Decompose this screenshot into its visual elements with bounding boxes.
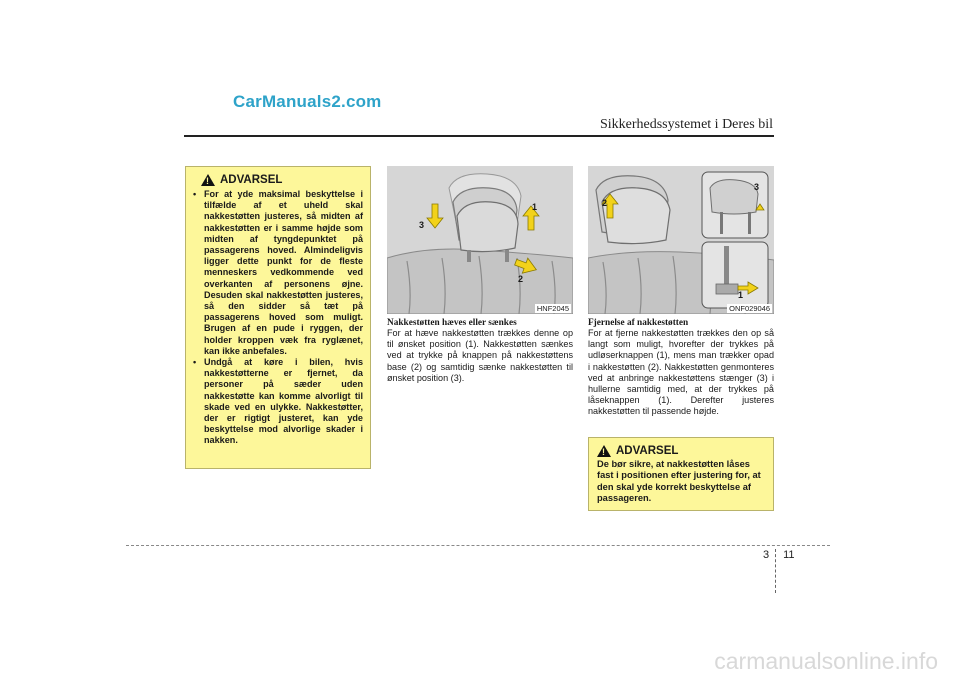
page-number [763,549,795,593]
section-adjust [387,318,573,384]
page-number-value: 11 [783,549,795,561]
warning-heading-text: ADVARSEL [220,174,283,186]
figure-code: HNF2045 [536,304,569,313]
figure-headrest-adjust [387,166,573,314]
footer-divider [126,545,830,546]
callout-1: 1 [532,202,538,212]
warning-box-right [588,437,774,511]
section-body: For at hæve nakkestøtten trækkes denne op til ønsket position (1). Nakkestøtten sænkes ved at trykke på knappen på nakkestøttens base (2) og samtidig sænke nakkestøtten til ønsket position (3). [387,328,573,383]
warning-triangle-icon: ! [597,445,611,457]
warning-text: De bør sikre, at nakkestøtten låses fast i positionen efter justering for, at den skal yde korrekt beskyttelse af passageren. [597,459,761,503]
watermark-bottom: carmanualsonline.info [714,648,938,674]
headrest-removal-illustration [588,166,774,314]
callout-1: 1 [738,290,744,300]
callout-3: 3 [419,220,425,230]
watermark-logo-top: CarManuals2.com [233,92,382,111]
warning-heading [597,445,765,457]
header-divider [184,135,774,137]
headrest-adjust-illustration [387,166,573,314]
warning-item: • For at yde maksimal beskyttelse i tilfælde af et uheld skal nakkestøtten justeres, så midten af nakkestøtten er i samme højde som midten af tyngdepunktet på passagerens hoved. Almindeligvis ligger dette punkt for de fleste menneskers vedkommende ved overkanten af personens øjne. Desuden skal nakkestøtten justeres, så den sidder så tæt på passagerens hoved som muligt. Brugen af en pude i ryggen, der holder kroppen væk fra ryglænet, kan ikke anbefales. [193,189,363,357]
warning-heading-text: ADVARSEL [616,445,679,457]
section-title: Nakkestøtten hæves eller sænkes [387,318,517,328]
callout-2: 2 [518,274,524,284]
warning-box-left [185,166,371,469]
figure-headrest-removal [588,166,774,314]
section-remove [588,318,774,418]
warning-list [193,189,363,447]
warning-triangle-icon: ! [201,174,215,186]
page-number-separator [775,549,777,593]
section-title: Fjernelse af nakkestøtten [588,318,689,328]
warning-heading [201,174,363,186]
section-body: For at fjerne nakkestøtten trækkes den op så langt som muligt, hvorefter der trykkes på udløserknappen (1), mens man trækker opad i nakkestøtten (2). Nakkestøtten genmonteres ved at anbringe nakkestøttens stænger (3) i hullerne samtidig med, at der trykkes på låseknappen (1). Derefter justeres nakkestøtten til passende højde. [588,328,774,417]
figure-code: ONF029046 [729,304,770,313]
callout-3: 3 [754,182,760,192]
page-header-title: Sikkerhedssystemet i Deres bil [599,117,773,132]
callout-2: 2 [602,198,608,208]
chapter-number: 3 [763,549,770,561]
warning-item: • Undgå at køre i bilen, hvis nakkestøtterne er fjernet, da personer på sæder uden nakkestøtte kan komme alvorligt til skade ved en ulykke. Nakkestøtter, der er rigtigt justeret, kan yde beskyttelse mod alvorlige skader i nakken. [193,357,363,447]
